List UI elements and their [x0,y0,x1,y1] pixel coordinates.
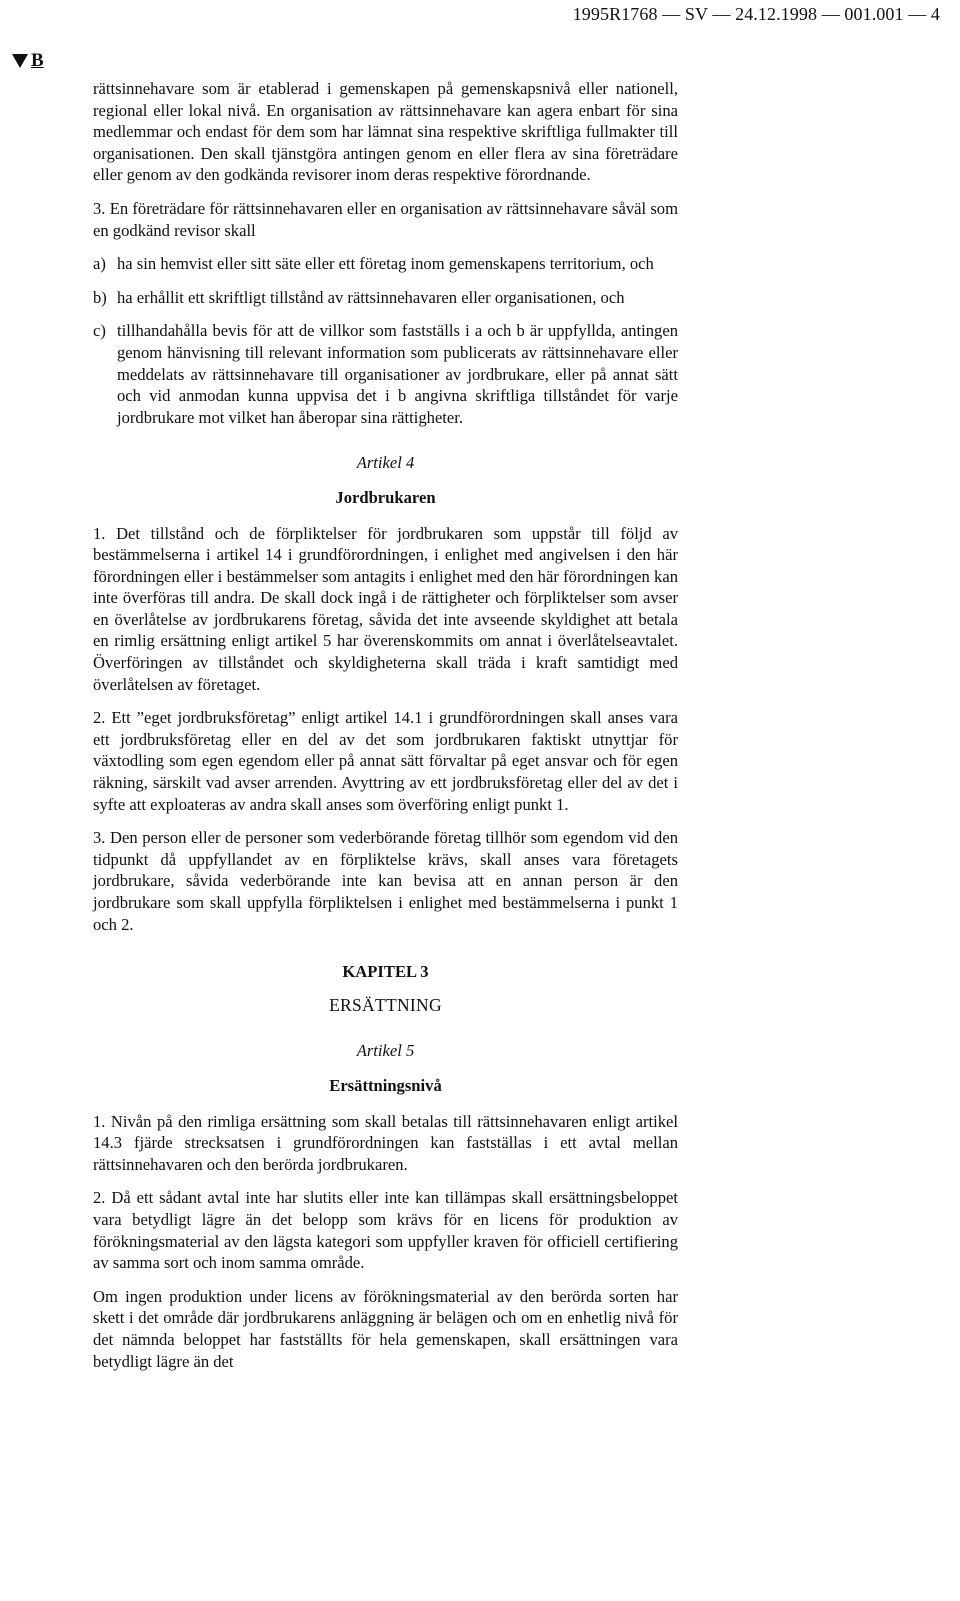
list-item-text: tillhandahålla bevis för att de villkor som fastställs i a och b är uppfyllda, antingen genom hänvisning till relevant information som publicerats av rättsinnehavare eller meddelats av rättsinnehavare till organisationer av jordbrukare, eller på annat sätt och vid anmodan kunna uppvisa det i b angivna skriftliga tillståndet för varje jordbrukare mot vilket han åberopar sina rättigheter. [117,321,678,427]
marker-letter: B [31,50,44,71]
list-item-label: b) [93,287,107,307]
list-item-text: ha erhållit ett skriftligt tillstånd av rättsinnehavaren eller organisationen, och [117,287,625,307]
list-item-label: c) [93,321,106,341]
article-4-title: Artikel 4 [356,453,415,473]
triangle-down-icon [12,54,28,68]
paragraph: 1. Nivån på den rimliga ersättning som skall betalas till rättsinnehavaren enligt artikel 14.3 fjärde strecksatsen i grundförordningen kan fastställas i ett avtal mellan rättsinnehavaren och den berörda jordbrukaren. [93,1111,678,1174]
paragraph: 3. Den person eller de personer som vederbörande företag tillhör som egendom vid den tidpunkt då uppfyllandet av en förpliktelse krävs, skall anses vara företagets jordbrukare, såvida vederbörande inte kan bevisa att en annan person är den jordbrukare som skall uppfylla förpliktelsen i enlighet med bestämmelserna i punkt 1 och 2. [93,828,678,934]
list-item-text: ha sin hemvist eller sitt säte eller ett företag inom gemenskapens territorium, och [117,254,654,274]
paragraph: Om ingen produktion under licens av förökningsmaterial av den berörda sorten har skett i det område där jordbrukarens anläggning är belägen och om en enhetlig nivå för det nämnda beloppet har fastställts för hela gemenskapen, skall ersättningen vara betydligt lägre än det [93,1286,678,1371]
chapter-3-subtitle: ERSÄTTNING [329,994,442,1015]
paragraph: 3. En företrädare för rättsinnehavaren eller en organisation av rättsinnehavare såväl som en godkänd revisor skall [93,198,678,240]
list-item [93,320,678,428]
paragraph: 2. Då ett sådant avtal inte har slutits eller inte kan tillämpas skall ersättningsbeloppet vara betydligt lägre än det belopp som krävs för en licens för produktion av förökningsmaterial av den lägsta kategori som uppfyller kraven för officiell certifiering av samma sort och inom samma område. [93,1188,678,1273]
article-5-subtitle: Ersättningsnivå [329,1075,442,1095]
paragraph: rättsinnehavare som är etablerad i gemenskapen på gemenskapsnivå eller nationell, regional eller lokal nivå. En organisation av rättsinnehavare kan agera enbart för sina medlemmar och endast för dem som har lämnat sina respektive skriftliga fullmakter till organisationen. Den skall tjänstgöra antingen genom en eller flera av sina företrädare eller genom av den godkända revisorer inom deras respektive förordnande. [93,79,678,185]
amendment-marker [12,50,44,72]
list-item [93,287,678,309]
article-4-subtitle: Jordbrukaren [335,487,436,507]
list-item [93,253,678,275]
chapter-3-title: KAPITEL 3 [342,962,429,982]
page-header: 1995R1768 — SV — 24.12.1998 — 001.001 — 4 [572,4,940,24]
paragraph: 2. Ett ”eget jordbruksföretag” enligt artikel 14.1 i grundförordningen skall anses vara ett jordbruksföretag eller en del av det som jordbrukaren faktiskt utnyttjar för växtodling som egen egendom eller på annat sätt förvaltar på eget ansvar och för egen räkning, särskilt vad avser arrenden. Avyttring av ett jordbruksföretag eller del av det i syfte att exploateras av andra skall anses som överföring enligt punkt 1. [93,708,678,814]
list-item-label: a) [93,254,106,274]
article-5-title: Artikel 5 [356,1041,415,1061]
paragraph: 1. Det tillstånd och de förpliktelser för jordbrukaren som uppstår till följd av bestämmelserna i artikel 14 i grundförordningen, i enlighet med angivelsen i den här förordningen eller i bestämmelser som antagits i enlighet med den här förordningen kan inte överföras till andra. De skall dock ingå i de rättigheter och förpliktelser som avser en överlåtelse av jordbrukarens företag, såvida det inte avseende skyldighet att betala en rimlig ersättning enligt artikel 5 har överenskommits om annat i överlåtelseavtalet. Överföringen av tillståndet och skyldigheterna skall träda i kraft samtidigt med överlåtelsen av företaget. [93,523,678,694]
document-body [93,78,678,1384]
